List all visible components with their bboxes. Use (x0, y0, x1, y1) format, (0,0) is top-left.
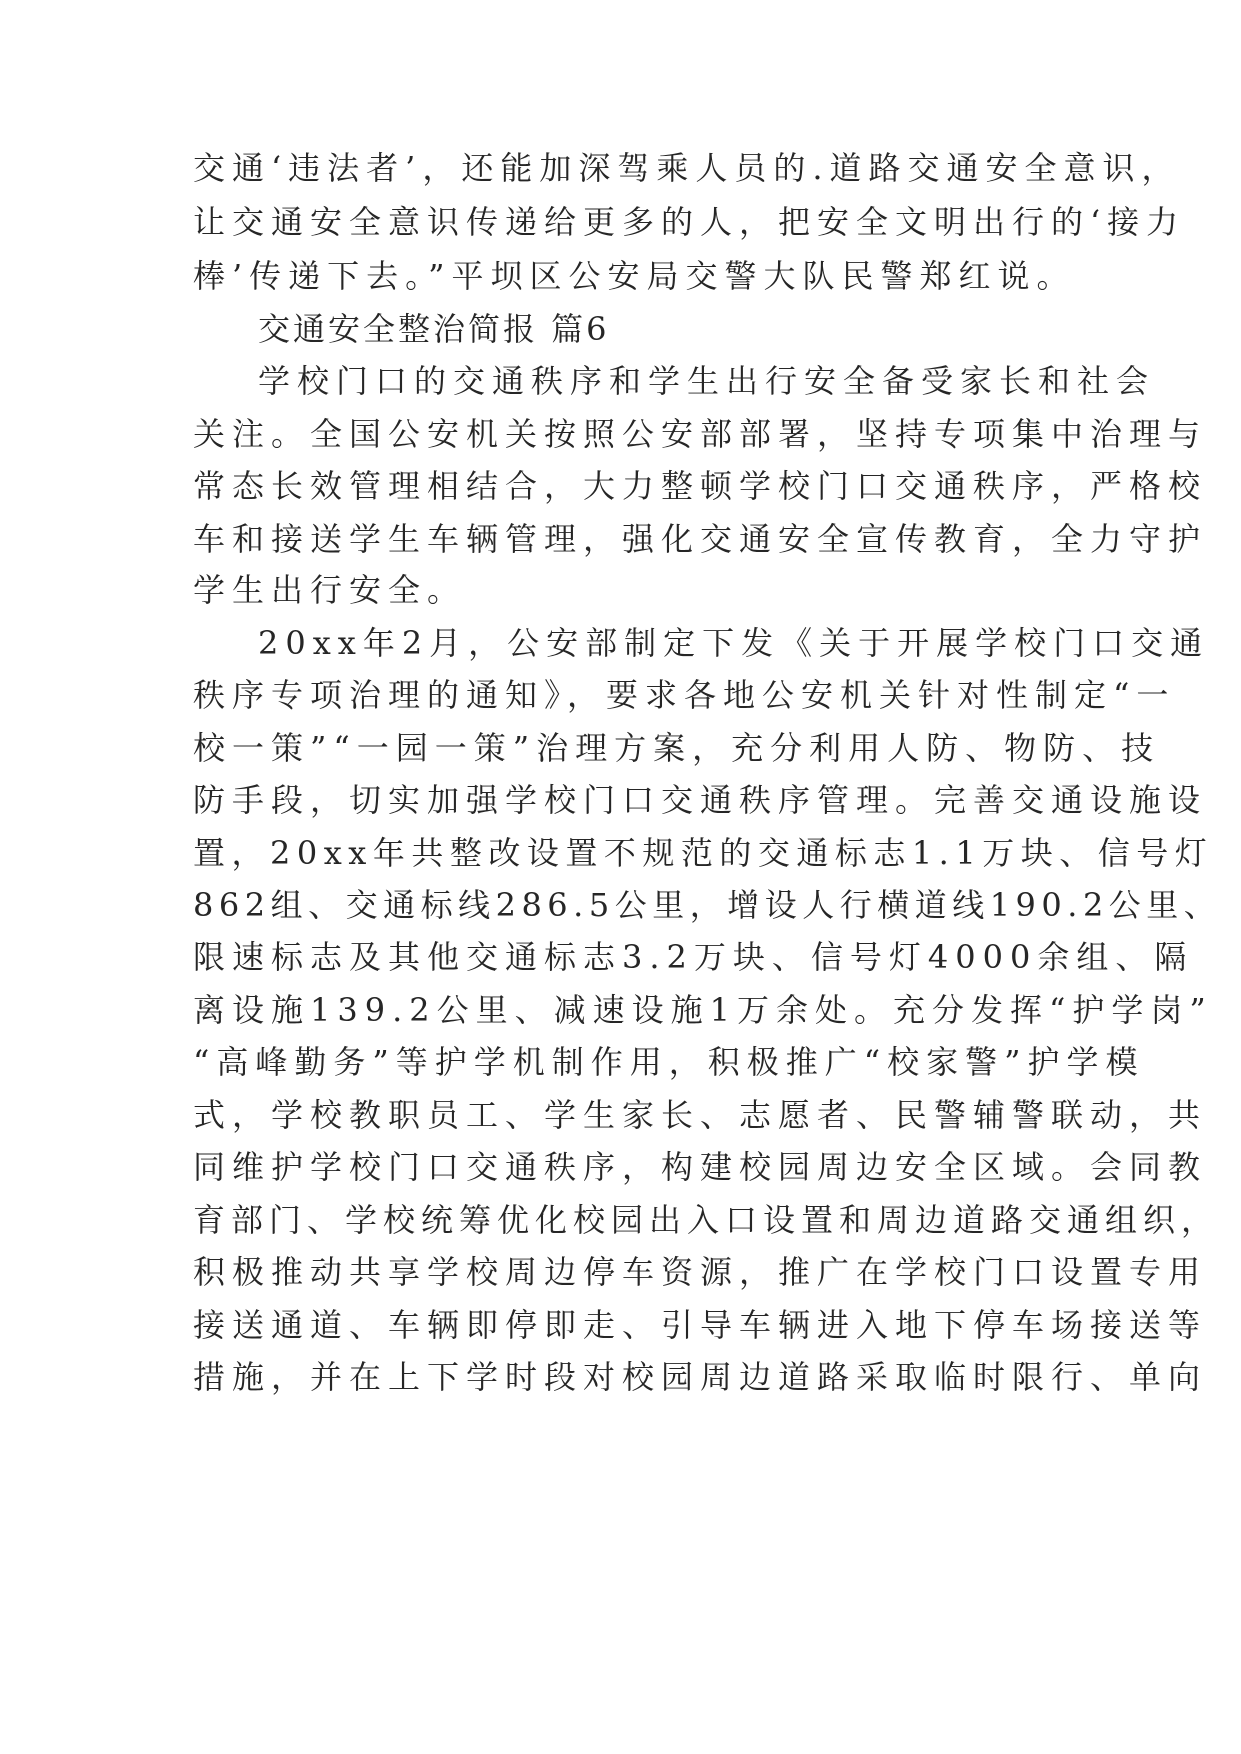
text-line: 棒’传递下去。”平坝区公安局交警大队民警郑红说。 (193, 257, 1076, 295)
text-line: 秩序专项治理的通知》，要求各地公安机关针对性制定“一 (193, 676, 1176, 714)
text-line: 防手段，切实加强学校门口交通秩序管理。完善交通设施设 (193, 781, 1208, 819)
text-line: 离设施139.2公里、减速设施1万余处。充分发挥“护学岗” (193, 991, 1213, 1029)
text-line: 置，20xx年共整改设置不规范的交通标志1.1万块、信号灯 (193, 834, 1214, 872)
text-line: 校一策”“一园一策”治理方案，充分利用人防、物防、技 (193, 729, 1161, 767)
text-line: “高峰勤务”等护学机制作用，积极推广“校家警”护学模 (193, 1043, 1145, 1081)
text-line: 式，学校教职员工、学生家长、志愿者、民警辅警联动，共 (193, 1096, 1208, 1134)
text-line: 交通‘违法者’，还能加深驾乘人员的.道路交通安全意识， (193, 149, 1181, 187)
text-line: 让交通安全意识传递给更多的人，把安全文明出行的‘接力 (193, 203, 1186, 241)
text-line: 20xx年2月，公安部制定下发《关于开展学校门口交通 (258, 624, 1210, 662)
text-line: 关注。全国公安机关按照公安部部署，坚持专项集中治理与 (193, 415, 1208, 453)
text-line: 接送通道、车辆即停即走、引导车辆进入地下停车场接送等 (193, 1306, 1208, 1344)
text-line: 学校门口的交通秩序和学生出行安全备受家长和社会 (258, 362, 1156, 400)
text-line: 限速标志及其他交通标志3.2万块、信号灯4000余组、隔 (193, 938, 1194, 976)
text-line: 同维护学校门口交通秩序，构建校园周边安全区域。会同教 (193, 1148, 1208, 1186)
text-line: 常态长效管理相结合，大力整顿学校门口交通秩序，严格校 (193, 467, 1208, 505)
text-line: 学生出行安全。 (193, 571, 467, 609)
text-line: 积极推动共享学校周边停车资源，推广在学校门口设置专用 (193, 1253, 1208, 1291)
text-line: 862组、交通标线286.5公里，增设人行横道线190.2公里、 (193, 886, 1222, 924)
section-heading: 交通安全整治简报 篇6 (258, 310, 610, 348)
text-line: 育部门、学校统筹优化校园出入口设置和周边道路交通组织， (193, 1201, 1220, 1239)
text-line: 车和接送学生车辆管理，强化交通安全宣传教育，全力守护 (193, 520, 1208, 558)
text-line: 措施，并在上下学时段对校园周边道路采取临时限行、单向 (193, 1358, 1208, 1396)
